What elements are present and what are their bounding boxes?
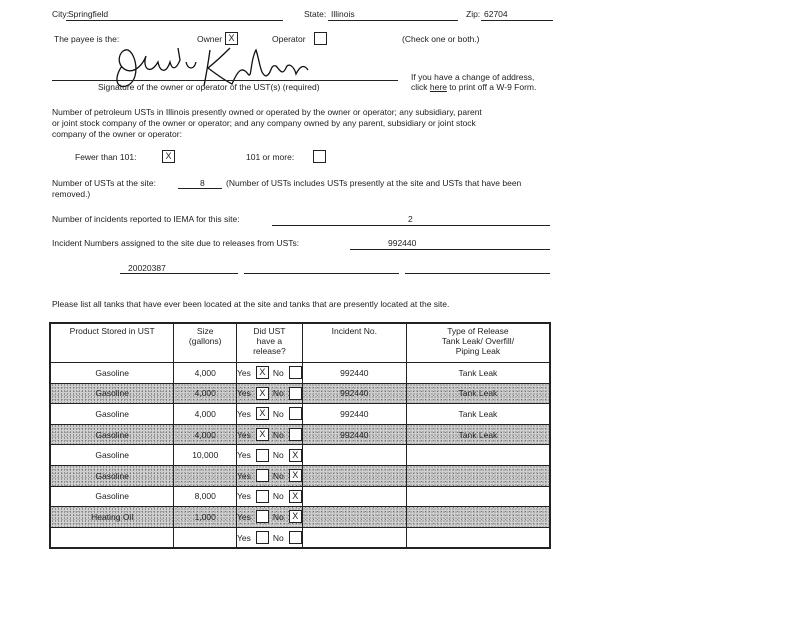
header-type-line3: Piping Leak: [455, 346, 501, 356]
cell-product: Gasoline: [50, 486, 174, 507]
cell-type: Tank Leak: [406, 424, 550, 445]
cell-type: [406, 465, 550, 486]
header-product-text: Product Stored in UST: [69, 326, 155, 336]
yes-label: Yes: [237, 388, 251, 399]
usts-at-site-line: [178, 188, 222, 189]
city-value: Springfield: [68, 9, 109, 19]
cell-release: [237, 527, 303, 548]
incident-number-line-1: [350, 249, 550, 250]
cell-size: 4,000: [174, 363, 237, 384]
no-label: No: [272, 450, 284, 461]
release-yes-checkbox[interactable]: X: [256, 366, 269, 379]
cell-size: 1,000: [174, 507, 237, 528]
address-change-rest: to print off a W-9 Form.: [449, 82, 537, 92]
release-no-checkbox[interactable]: X: [289, 510, 302, 523]
header-release-line2: have a: [256, 336, 283, 346]
no-label: No: [272, 429, 284, 440]
header-incident: [302, 323, 406, 363]
no-label: No: [272, 532, 284, 543]
cell-product: Gasoline: [50, 383, 174, 404]
incident-number-line-3: [244, 273, 399, 274]
cell-product: Heating Oil: [50, 507, 174, 528]
cell-release: [237, 445, 303, 466]
table-row: [50, 465, 550, 486]
release-yes-checkbox[interactable]: X: [256, 387, 269, 400]
release-no-checkbox[interactable]: [289, 428, 302, 441]
cell-product: Gasoline: [50, 404, 174, 425]
incidents-reported-value: 2: [408, 214, 413, 224]
operator-label: Operator: [272, 34, 306, 44]
fewer-than-101-checkbox[interactable]: X: [162, 150, 175, 163]
cell-incident: 992440: [302, 383, 406, 404]
w9-form-link[interactable]: here: [429, 82, 447, 92]
city-line: [66, 20, 283, 21]
header-product: [50, 323, 174, 363]
table-row: [50, 383, 550, 404]
state-label: State:: [304, 9, 327, 19]
yes-label: Yes: [237, 532, 251, 543]
ownership-text-line3: company of the owner or operator:: [52, 129, 182, 139]
header-incident-text: Incident No.: [331, 326, 377, 336]
usts-at-site-label: Number of USTs at the site:: [52, 178, 156, 188]
yes-label: Yes: [237, 470, 251, 481]
cell-release: [237, 363, 303, 384]
release-no-checkbox[interactable]: X: [289, 490, 302, 503]
cell-incident: 992440: [302, 363, 406, 384]
cell-product: Gasoline: [50, 445, 174, 466]
release-no-checkbox[interactable]: X: [289, 469, 302, 482]
table-row: [50, 507, 550, 528]
release-no-checkbox[interactable]: [289, 366, 302, 379]
cell-size: 4,000: [174, 424, 237, 445]
release-yes-checkbox[interactable]: X: [256, 407, 269, 420]
no-label: No: [272, 388, 284, 399]
usts-note-line2: removed.): [52, 189, 91, 199]
more-than-101-label: 101 or more:: [246, 152, 295, 162]
release-yes-checkbox[interactable]: [256, 531, 269, 544]
header-type-line1: Type of Release: [447, 326, 509, 336]
cell-product: Gasoline: [50, 424, 174, 445]
cell-incident: 992440: [302, 424, 406, 445]
release-no-checkbox[interactable]: [289, 387, 302, 400]
release-no-checkbox[interactable]: X: [289, 449, 302, 462]
no-label: No: [272, 408, 284, 419]
yes-label: Yes: [237, 429, 251, 440]
incident-number-2: 20020387: [128, 263, 166, 273]
tanks-instruction: Please list all tanks that have ever been located at the site and tanks that are presently located at the site.: [52, 299, 450, 309]
address-change-line2: [411, 82, 536, 92]
header-type: [406, 323, 550, 363]
more-than-101-checkbox[interactable]: [313, 150, 326, 163]
cell-type: [406, 507, 550, 528]
header-release-line1: Did UST: [253, 326, 286, 336]
header-size: [174, 323, 237, 363]
no-label: No: [272, 491, 284, 502]
ust-table: [49, 322, 551, 549]
zip-value: 62704: [484, 9, 508, 19]
signature-line: [52, 80, 398, 81]
incident-number-line-2: [120, 273, 238, 274]
cell-incident: [302, 465, 406, 486]
no-label: No: [272, 511, 284, 522]
address-change-line1: If you have a change of address,: [411, 72, 535, 82]
check-note: (Check one or both.): [402, 34, 480, 44]
incident-number-1: 992440: [388, 238, 417, 248]
table-row: [50, 424, 550, 445]
cell-incident: [302, 445, 406, 466]
yes-label: Yes: [237, 367, 251, 378]
no-label: No: [272, 470, 284, 481]
cell-release: [237, 404, 303, 425]
header-size-line1: Size: [196, 326, 214, 336]
release-yes-checkbox[interactable]: [256, 510, 269, 523]
incident-numbers-label: Incident Numbers assigned to the site due to releases from USTs:: [52, 238, 300, 248]
cell-size: 10,000: [174, 445, 237, 466]
cell-release: [237, 383, 303, 404]
table-header-row: [50, 323, 550, 363]
cell-size: [174, 465, 237, 486]
cell-product: [50, 527, 174, 548]
city-label: City:: [52, 9, 69, 19]
yes-label: Yes: [237, 408, 251, 419]
header-release: [237, 323, 303, 363]
cell-size: 4,000: [174, 383, 237, 404]
cell-type: [406, 445, 550, 466]
owner-label: Owner: [197, 34, 223, 44]
cell-product: Gasoline: [50, 465, 174, 486]
signature-caption: Signature of the owner or operator of the UST(s) (required): [98, 82, 320, 92]
cell-type: Tank Leak: [406, 363, 550, 384]
yes-label: Yes: [237, 511, 251, 522]
cell-incident: [302, 486, 406, 507]
cell-release: [237, 507, 303, 528]
cell-incident: [302, 507, 406, 528]
table-row: [50, 527, 550, 548]
release-yes-checkbox[interactable]: X: [256, 428, 269, 441]
yes-label: Yes: [237, 450, 251, 461]
cell-release: [237, 465, 303, 486]
owner-checkbox[interactable]: X: [225, 32, 238, 45]
header-type-line2: Tank Leak/ Overfill/: [441, 336, 515, 346]
release-yes-checkbox[interactable]: [256, 490, 269, 503]
table-row: [50, 486, 550, 507]
usts-note-line1: (Number of USTs includes USTs presently at the site and USTs that have been: [226, 178, 522, 188]
release-yes-checkbox[interactable]: [256, 449, 269, 462]
usts-at-site-value: 8: [200, 178, 205, 188]
incidents-reported-label: Number of incidents reported to IEMA for this site:: [52, 214, 240, 224]
state-value: Illinois: [331, 9, 355, 19]
header-size-line2: (gallons): [188, 336, 222, 346]
incidents-reported-line: [272, 225, 550, 226]
table-row: [50, 404, 550, 425]
ownership-text-line1: Number of petroleum USTs in Illinois presently owned or operated by the owner or operator; any subsidiary, parent: [52, 107, 482, 117]
no-label: No: [272, 367, 284, 378]
cell-size: 8,000: [174, 486, 237, 507]
cell-type: [406, 486, 550, 507]
state-line: [328, 20, 458, 21]
cell-incident: 992440: [302, 404, 406, 425]
payee-label: The payee is the:: [54, 34, 120, 44]
header-release-line3: release?: [253, 346, 286, 356]
release-no-checkbox[interactable]: [289, 531, 302, 544]
incident-number-line-4: [405, 273, 550, 274]
cell-release: [237, 486, 303, 507]
cell-type: [406, 527, 550, 548]
cell-size: 4,000: [174, 404, 237, 425]
cell-product: Gasoline: [50, 363, 174, 384]
ownership-text-line2: or joint stock company of the owner or operator; and any company owned by any parent, subsidiary or joint stock: [52, 118, 476, 128]
yes-label: Yes: [237, 491, 251, 502]
cell-release: [237, 424, 303, 445]
cell-type: Tank Leak: [406, 383, 550, 404]
cell-size: [174, 527, 237, 548]
fewer-than-101-label: Fewer than 101:: [75, 152, 137, 162]
table-row: [50, 445, 550, 466]
cell-type: Tank Leak: [406, 404, 550, 425]
zip-line: [481, 20, 553, 21]
address-change-click: click: [411, 82, 428, 92]
release-yes-checkbox[interactable]: [256, 469, 269, 482]
zip-label: Zip:: [466, 9, 481, 19]
table-row: [50, 363, 550, 384]
cell-incident: [302, 527, 406, 548]
release-no-checkbox[interactable]: [289, 407, 302, 420]
